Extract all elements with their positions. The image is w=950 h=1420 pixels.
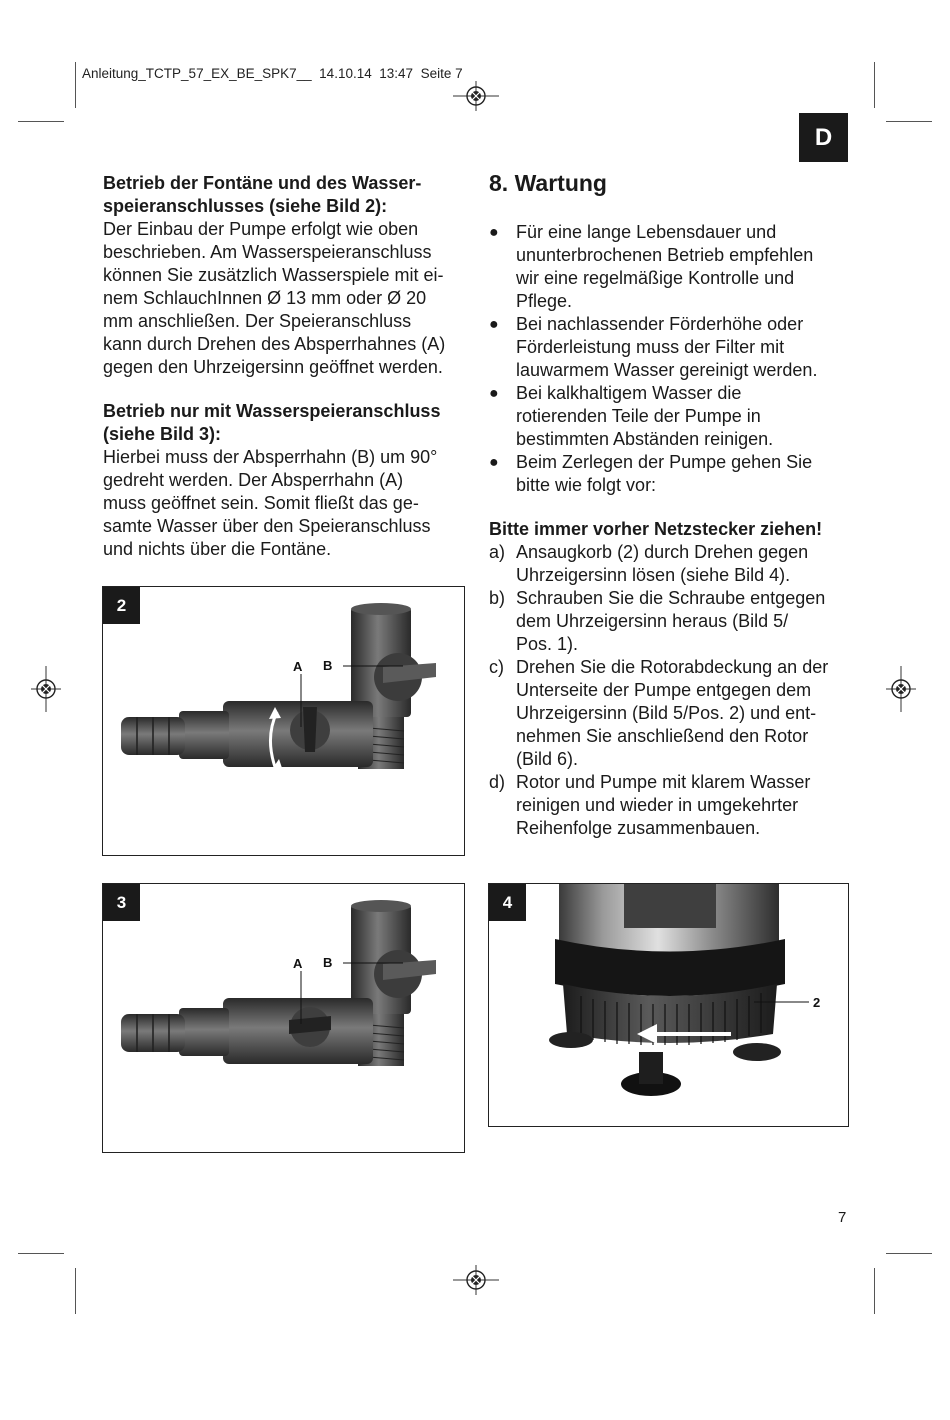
figure-number: 3 bbox=[103, 884, 140, 921]
section-water-spout bbox=[103, 400, 468, 561]
section-heading-line: (siehe Bild 3): bbox=[103, 424, 222, 444]
figure-number: 2 bbox=[103, 587, 140, 624]
section-heading-line: Betrieb der Fontäne und des Wasser- bbox=[103, 173, 422, 193]
bullet-item bbox=[489, 221, 849, 313]
bullet-line: Pflege. bbox=[516, 291, 573, 311]
body-line: beschrieben. Am Wasserspeieranschluss bbox=[103, 242, 432, 262]
body-line: muss geöffnet sein. Somit fließt das ge- bbox=[103, 493, 419, 513]
bullet-line: wir eine regelmäßige Kontrolle und bbox=[516, 268, 795, 288]
registration-mark-bottom bbox=[453, 1265, 499, 1295]
registration-mark-left bbox=[31, 666, 61, 712]
step-key: b) bbox=[489, 588, 506, 608]
valve-illustration bbox=[103, 587, 464, 855]
crop-mark bbox=[886, 1253, 932, 1254]
body-line: Der Einbau der Pumpe erfolgt wie oben bbox=[103, 219, 419, 239]
header-filename: Anleitung_TCTP_57_EX_BE_SPK7__ bbox=[82, 66, 312, 81]
bullet-icon: ● bbox=[489, 454, 499, 471]
step-line: Uhrzeigersinn lösen (siehe Bild 4). bbox=[516, 565, 791, 585]
bullet-item bbox=[489, 451, 849, 497]
pump-base-illustration bbox=[489, 884, 848, 1126]
warning-text: Bitte immer vorher Netzstecker ziehen! bbox=[489, 519, 823, 539]
crop-mark bbox=[874, 62, 875, 108]
crop-mark bbox=[75, 62, 76, 108]
step-key: d) bbox=[489, 772, 506, 792]
bullet-line: ununterbrochenen Betrieb empfehlen bbox=[516, 245, 814, 265]
header-page-label: Seite 7 bbox=[420, 66, 463, 81]
bullet-line: rotierenden Teile der Pumpe in bbox=[516, 406, 761, 426]
crop-mark bbox=[874, 1268, 875, 1314]
body-line: gegen den Uhrzeigersinn geöffnet werden. bbox=[103, 357, 443, 377]
step-line: Reihenfolge zusammenbauen. bbox=[516, 818, 761, 838]
step-line: (Bild 6). bbox=[516, 749, 579, 769]
step-item bbox=[489, 587, 849, 656]
body-line: Hierbei muss der Absperrhahn (B) um 90° bbox=[103, 447, 438, 467]
bullet-item bbox=[489, 382, 849, 451]
step-line: Uhrzeigersinn (Bild 5/Pos. 2) und ent- bbox=[516, 703, 817, 723]
crop-mark bbox=[18, 121, 64, 122]
figure-number: 4 bbox=[489, 884, 526, 921]
bullet-line: Bei kalkhaltigem Wasser die bbox=[516, 383, 742, 403]
header-time: 13:47 bbox=[379, 66, 414, 81]
step-item bbox=[489, 656, 849, 771]
bullet-line: Für eine lange Lebensdauer und bbox=[516, 222, 777, 242]
label-2: 2 bbox=[813, 995, 821, 1010]
step-key: a) bbox=[489, 542, 506, 562]
figure-4 bbox=[488, 883, 849, 1127]
body-line: samte Wasser über den Speieranschluss bbox=[103, 516, 431, 536]
section-title-maintenance: 8. Wartung bbox=[489, 170, 607, 196]
body-line: gedreht werden. Der Absperrhahn (A) bbox=[103, 470, 404, 490]
section-heading-line: Betrieb nur mit Wasserspeieranschluss bbox=[103, 401, 441, 421]
body-line: mm anschließen. Der Speieranschluss bbox=[103, 311, 412, 331]
bullet-line: Bei nachlassender Förderhöhe oder bbox=[516, 314, 804, 334]
bullet-line: Förderleistung muss der Filter mit bbox=[516, 337, 785, 357]
body-line: können Sie zusätzlich Wasserspiele mit ei- bbox=[103, 265, 444, 285]
bullet-line: bitte wie folgt vor: bbox=[516, 475, 657, 495]
step-line: Pos. 1). bbox=[516, 634, 579, 654]
step-line: Ansaugkorb (2) durch Drehen gegen bbox=[516, 542, 809, 562]
label-b: B bbox=[323, 658, 333, 673]
body-line: kann durch Drehen des Absperrhahnes (A) bbox=[103, 334, 446, 354]
bullet-item bbox=[489, 313, 849, 382]
step-line: reinigen und wieder in umgekehrter bbox=[516, 795, 799, 815]
section-fountain bbox=[103, 172, 468, 379]
step-line: dem Uhrzeigersinn heraus (Bild 5/ bbox=[516, 611, 789, 631]
figure-2 bbox=[102, 586, 465, 856]
language-tab: D bbox=[799, 113, 848, 162]
print-header bbox=[82, 66, 463, 81]
crop-mark bbox=[75, 1268, 76, 1314]
step-line: Rotor und Pumpe mit klarem Wasser bbox=[516, 772, 811, 792]
bullet-icon: ● bbox=[489, 385, 499, 402]
label-a: A bbox=[293, 956, 303, 971]
bullet-icon: ● bbox=[489, 224, 499, 241]
body-line: nem SchlauchInnen Ø 13 mm oder Ø 20 bbox=[103, 288, 427, 308]
step-line: Drehen Sie die Rotorabdeckung an der bbox=[516, 657, 829, 677]
registration-mark-top bbox=[453, 81, 499, 111]
bullet-line: lauwarmem Wasser gereinigt werden. bbox=[516, 360, 818, 380]
label-a: A bbox=[293, 659, 303, 674]
bullet-line: bestimmten Abständen reinigen. bbox=[516, 429, 774, 449]
bullet-line: Beim Zerlegen der Pumpe gehen Sie bbox=[516, 452, 813, 472]
registration-mark-right bbox=[886, 666, 916, 712]
step-line: Unterseite der Pumpe entgegen dem bbox=[516, 680, 812, 700]
label-b: B bbox=[323, 955, 333, 970]
header-date: 14.10.14 bbox=[319, 66, 372, 81]
page-number: 7 bbox=[838, 1209, 847, 1226]
section-heading-line: speieranschlusses (siehe Bild 2): bbox=[103, 196, 388, 216]
crop-mark bbox=[886, 121, 932, 122]
body-line: und nichts über die Fontäne. bbox=[103, 539, 332, 559]
bullet-icon: ● bbox=[489, 316, 499, 333]
crop-mark bbox=[18, 1253, 64, 1254]
valve-illustration bbox=[103, 884, 464, 1152]
step-key: c) bbox=[489, 657, 504, 677]
figure-3 bbox=[102, 883, 465, 1153]
step-line: Schrauben Sie die Schraube entgegen bbox=[516, 588, 826, 608]
step-item bbox=[489, 541, 849, 587]
step-item bbox=[489, 771, 849, 840]
disassembly-steps bbox=[489, 541, 849, 840]
maintenance-bullets bbox=[489, 221, 849, 497]
step-line: nehmen Sie anschließend den Rotor bbox=[516, 726, 809, 746]
